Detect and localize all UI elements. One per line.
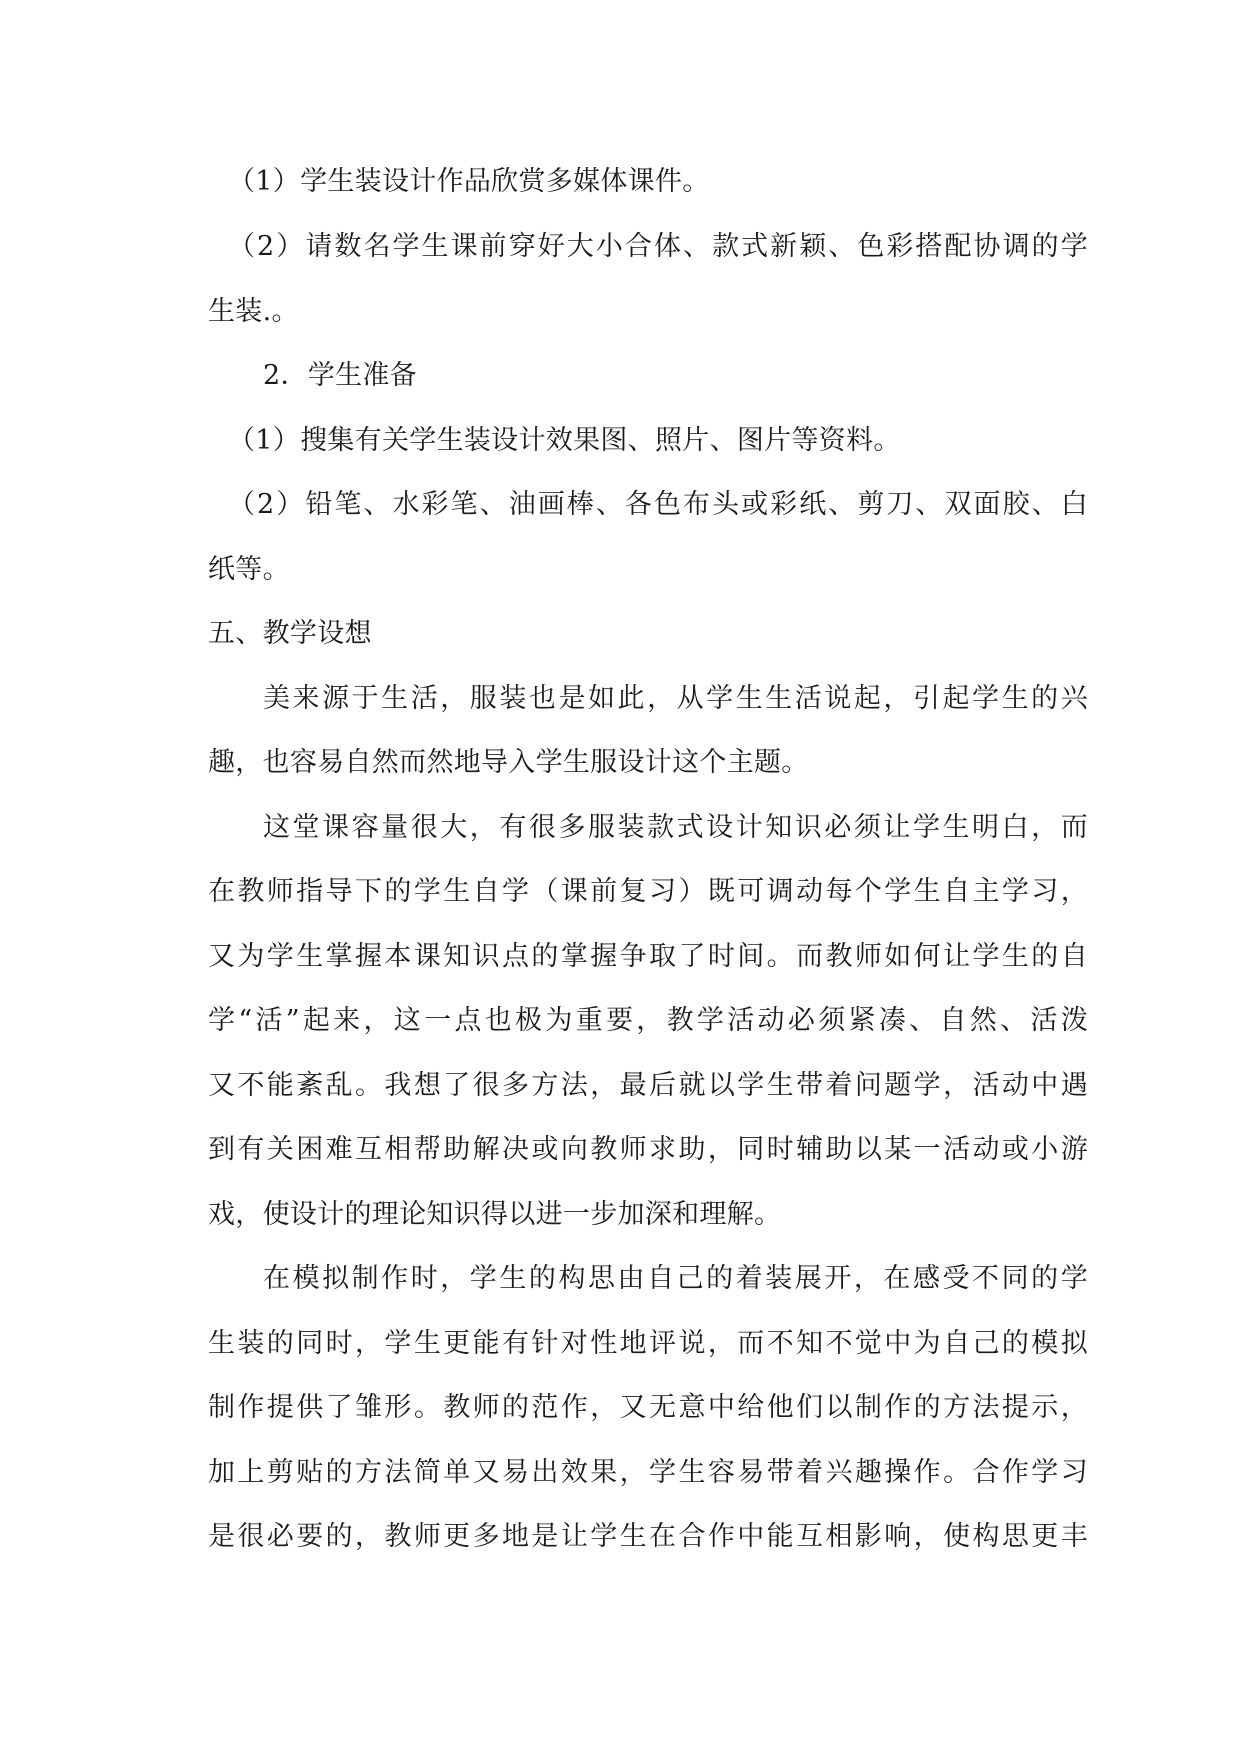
text-line: 生装.。 [208, 296, 299, 327]
text-line: 到有关困难互相帮助解决或向教师求助，同时辅助以某一活动或小游 [208, 1134, 1088, 1165]
text-line: 纸等。 [208, 554, 290, 585]
text-line: 这堂课容量很大，有很多服装款式设计知识必须让学生明白，而 [263, 812, 1088, 843]
text-line: 制作提供了雏形。教师的范作，又无意中给他们以制作的方法提示， [208, 1392, 1088, 1423]
text-line: 又不能紊乱。我想了很多方法，最后就以学生带着问题学，活动中遇 [208, 1070, 1088, 1101]
text-line: 趣，也容易自然而然地导入学生服设计这个主题。 [208, 747, 809, 778]
text-line: （1）学生装设计作品欣赏多媒体课件。 [228, 166, 710, 197]
text-line: 生装的同时，学生更能有针对性地评说，而不知不觉中为自己的模拟 [208, 1328, 1088, 1359]
text-line: 学“活”起来，这一点也极为重要，教学活动必须紧凑、自然、活泼 [208, 1005, 1088, 1036]
text-line: 美来源于生活，服装也是如此，从学生生活说起，引起学生的兴 [263, 683, 1088, 714]
text-line: （2）铅笔、水彩笔、油画棒、各色布头或彩纸、剪刀、双面胶、白 [228, 489, 1088, 520]
text-line: 又为学生掌握本课知识点的掌握争取了时间。而教师如何让学生的自 [208, 941, 1088, 972]
section-heading: 五、教学设想 [208, 618, 372, 649]
text-line: （2）请数名学生课前穿好大小合体、款式新颖、色彩搭配协调的学 [228, 231, 1088, 262]
section-heading: 2．学生准备 [263, 360, 417, 391]
text-line: 加上剪贴的方法简单又易出效果，学生容易带着兴趣操作。合作学习 [208, 1457, 1088, 1488]
text-line: 是很必要的，教师更多地是让学生在合作中能互相影响，使构思更丰 [208, 1521, 1088, 1552]
text-line: 在教师指导下的学生自学（课前复习）既可调动每个学生自主学习， [208, 876, 1088, 907]
text-line: 在模拟制作时，学生的构思由自己的着装展开，在感受不同的学 [263, 1263, 1088, 1294]
text-line: （1）搜集有关学生装设计效果图、照片、图片等资料。 [228, 425, 901, 456]
text-line: 戏，使设计的理论知识得以进一步加深和理解。 [208, 1199, 782, 1230]
